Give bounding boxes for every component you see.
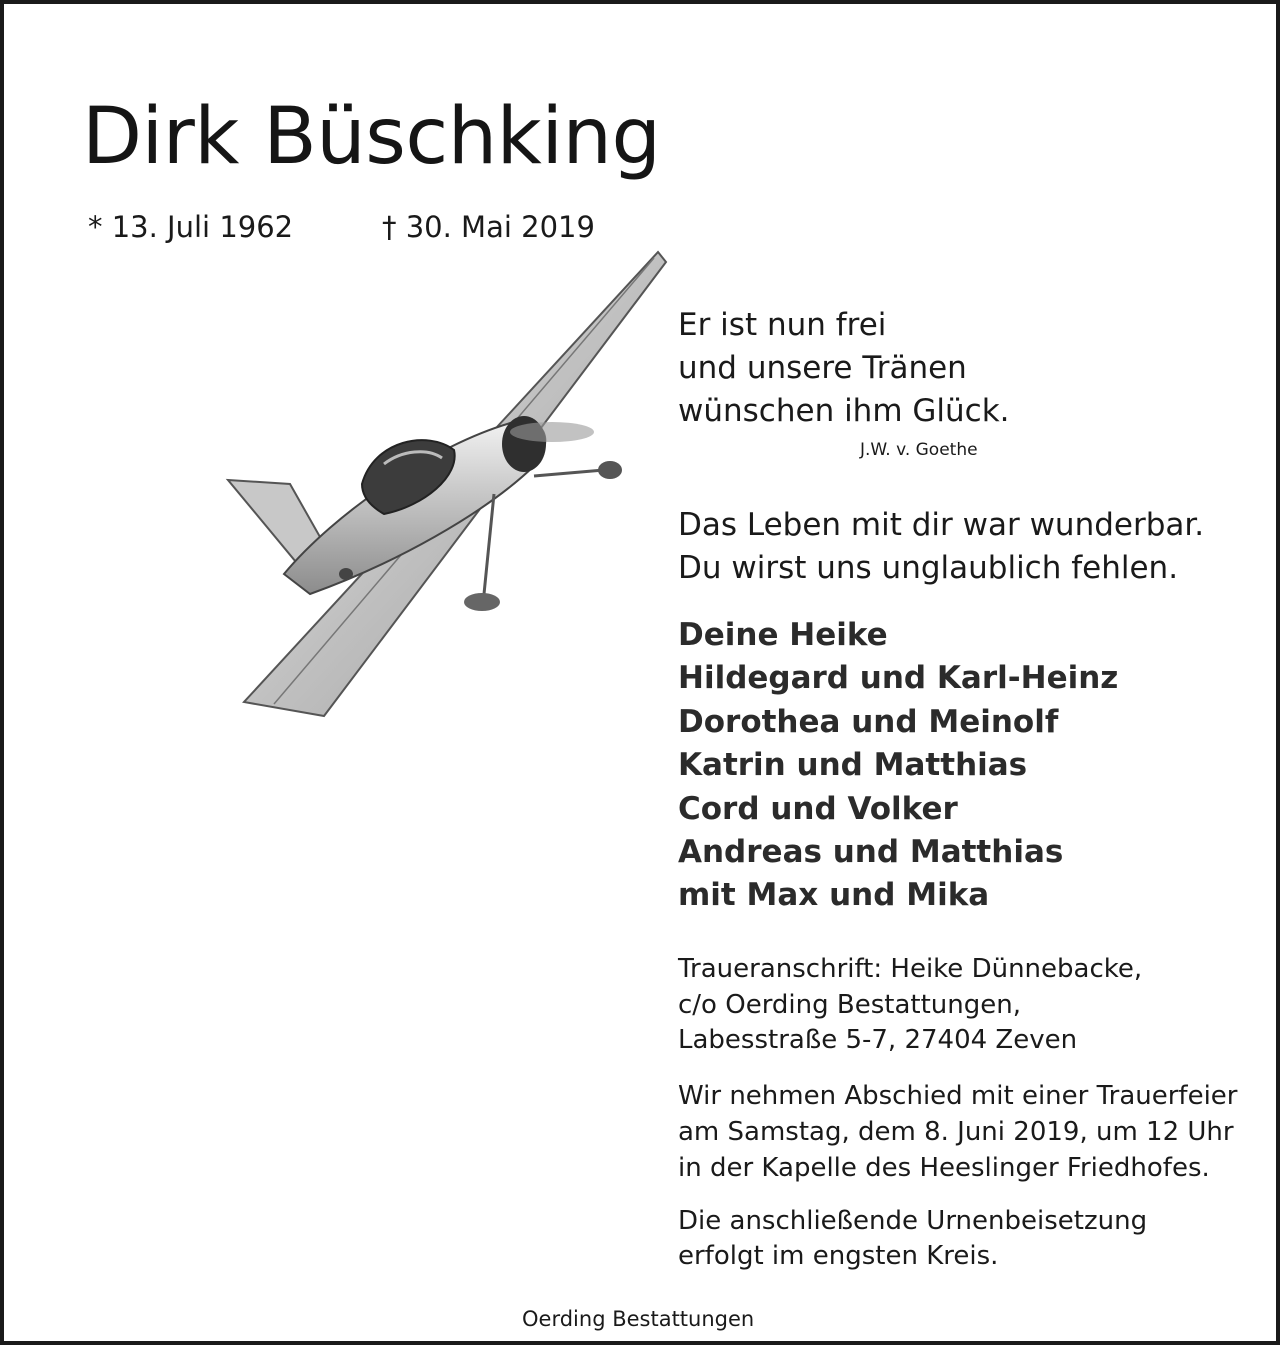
burial-line: erfolgt im engsten Kreis.	[678, 1241, 999, 1271]
airplane-icon	[214, 244, 674, 724]
burial-info	[678, 1204, 1147, 1274]
quote-line: und unsere Tränen	[678, 350, 967, 386]
address-line: c/o Oerding Bestattungen,	[678, 989, 1021, 1020]
message-line: Das Leben mit dir war wunderbar.	[678, 507, 1205, 543]
address-line: Labesstraße 5-7, 27404 Zeven	[678, 1025, 1078, 1055]
mourner: Hildegard und Karl-Heinz	[678, 660, 1119, 697]
quote-line: wünschen ihm Glück.	[678, 393, 1010, 429]
ceremony-line: in der Kapelle des Heeslinger Friedhofes.	[678, 1153, 1210, 1183]
message-line: Du wirst uns unglaublich fehlen.	[678, 550, 1179, 586]
quote	[678, 304, 1010, 433]
death-date: † 30. Mai 2019	[382, 210, 595, 244]
quote-line: Er ist nun frei	[678, 307, 887, 343]
ceremony-line: am Samstag, dem 8. Juni 2019, um 12 Uhr	[678, 1117, 1234, 1147]
burial-line: Die anschließende Urnenbeisetzung	[678, 1206, 1148, 1236]
mourners-list	[678, 614, 1118, 918]
mourning-address	[678, 952, 1142, 1059]
deceased-name: Dirk Büschking	[82, 92, 661, 182]
mourner: Katrin und Matthias	[678, 747, 1028, 784]
birth-date: * 13. Juli 1962	[88, 210, 294, 244]
ceremony-info	[678, 1078, 1238, 1186]
mourner: mit Max und Mika	[678, 877, 990, 914]
farewell-message	[678, 504, 1204, 590]
mourner: Cord und Volker	[678, 790, 958, 827]
quote-attribution: J.W. v. Goethe	[860, 440, 978, 460]
mourner: Andreas und Matthias	[678, 834, 1064, 871]
ceremony-line: Wir nehmen Abschied mit einer Trauerfeier	[678, 1081, 1238, 1111]
address-line: Traueranschrift: Heike Dünnebacke,	[678, 954, 1143, 984]
mourner: Deine Heike	[678, 617, 888, 653]
mourner: Dorothea und Meinolf	[678, 703, 1059, 740]
funeral-home-credit: Oerding Bestattungen	[522, 1307, 755, 1331]
